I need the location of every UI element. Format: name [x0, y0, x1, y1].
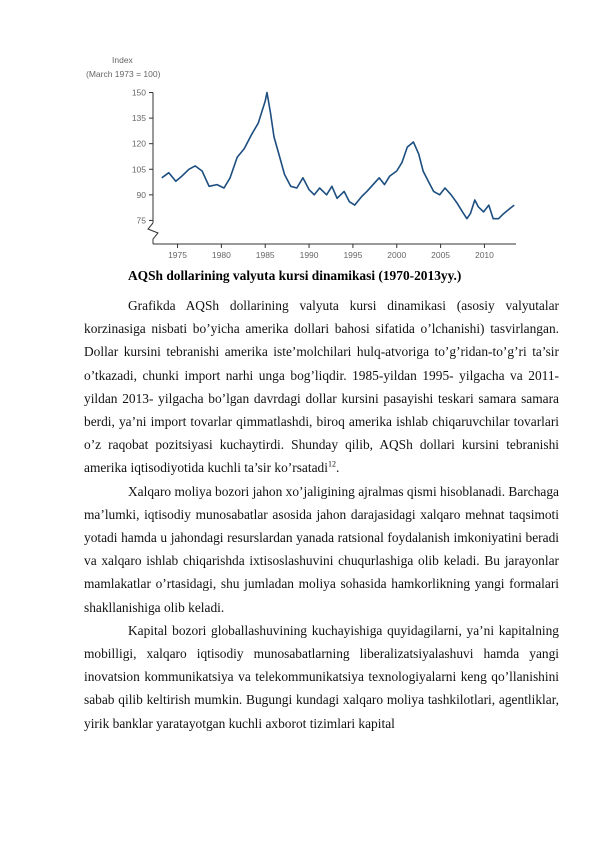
y-tick-label-135: 135	[131, 113, 146, 124]
x-tick-label-2010: 2010	[474, 250, 494, 260]
x-tick-label-2000: 2000	[387, 250, 407, 260]
footnote-ref[interactable]: 12	[327, 459, 336, 469]
x-tick-label-1975: 1975	[168, 250, 187, 260]
body-text	[84, 294, 559, 735]
y-tick-label-90: 90	[136, 189, 146, 200]
y-axis-label-sub: (March 1973 = 100)	[86, 69, 161, 79]
paragraph-1-text: Grafikda AQSh dollarining valyuta kursi dinamikasi (asosiy valyutalar korzinasiga nisbati bo’yicha amerika dollari bahosi sifatida o’lchanishi) tasvirlangan. Dollar kursini tebranishi amerika iste’molchilari hulq-atvoriga to’g’ridan-to’g’ri ta’sir o’tkazadi, chunki import narhi unga bog’liqdir. 1985-yildan 1995- yilgacha va 2011- yildan 2013- yilgacha bo’lgan davrdagi dollar kursini pasayishi teskari samara samara berdi, ya’ni import tovarlar qimmatlashdi, biroq amerika ishlab chiqaruvchilar tovarlari o’z raqobat pozitsiyasi kuchaytirdi. Shunday qilib, AQSh dollari kursini tebranishi amerika iqtisodiyotida kuchli ta’sir ko’rsatadi	[84, 298, 559, 476]
paragraph-3: Kapital bozori globallashuvining kuchayishiga quyidagilarni, ya’ni kapitalning mobilligi, xalqaro iqtisodiy munosabatlarning liberalizatsiyalashuvi hamda yangi inovatsion kommunikatsiya va telekommunikatsiya texnologiyalarni keng qo’llanishini sabab qilib keltirish mumkin. Bugungi kundagi xalqaro moliya tashkilotlari, agentliklar, yirik banklar yaratayotgan kuchli axborot tizimlari kapital	[84, 622, 559, 731]
dollar-index-chart	[84, 56, 520, 262]
axis-break-mark	[148, 223, 158, 244]
paragraph-1	[84, 294, 559, 480]
x-tick-label-1990: 1990	[299, 250, 319, 260]
paragraph-1-end: .	[335, 460, 340, 476]
x-tick-label-1995: 1995	[343, 250, 363, 260]
y-tick-label-150: 150	[131, 87, 146, 98]
x-tick-label-1985: 1985	[255, 250, 275, 260]
chart-caption: AQSh dollarining valyuta kursi dinamikasi (1970-2013yy.)	[128, 268, 462, 283]
x-tick-label-1980: 1980	[211, 250, 231, 260]
x-tick-label-2005: 2005	[431, 250, 451, 260]
dollar-index-series-line	[162, 93, 514, 219]
y-tick-label-75: 75	[136, 215, 146, 226]
y-tick-label-105: 105	[131, 164, 146, 175]
y-axis-label: Index	[112, 56, 133, 65]
paragraph-2: Xalqaro moliya bozori jahon xo’jaligining ajralmas qismi hisoblanadi. Barchaga ma’lumki, iqtisodiy munosabatlar asosida jahon darajasidagi xalqaro mehnat taqsimoti yotadi hamda u jahondagi resurslardan yanada ratsional foydalanish imkoniyatini beradi va xalqaro ishlab chiqarishda ixtisoslashuvini chuqurlashiga olib keladi. Bu jarayonlar mamlakatlar o’rtasidagi, shu jumladan moliya sohasida hamkorlikning yangi formalari shakllanishiga olib keladi.	[84, 483, 559, 615]
y-tick-label-120: 120	[131, 138, 146, 149]
